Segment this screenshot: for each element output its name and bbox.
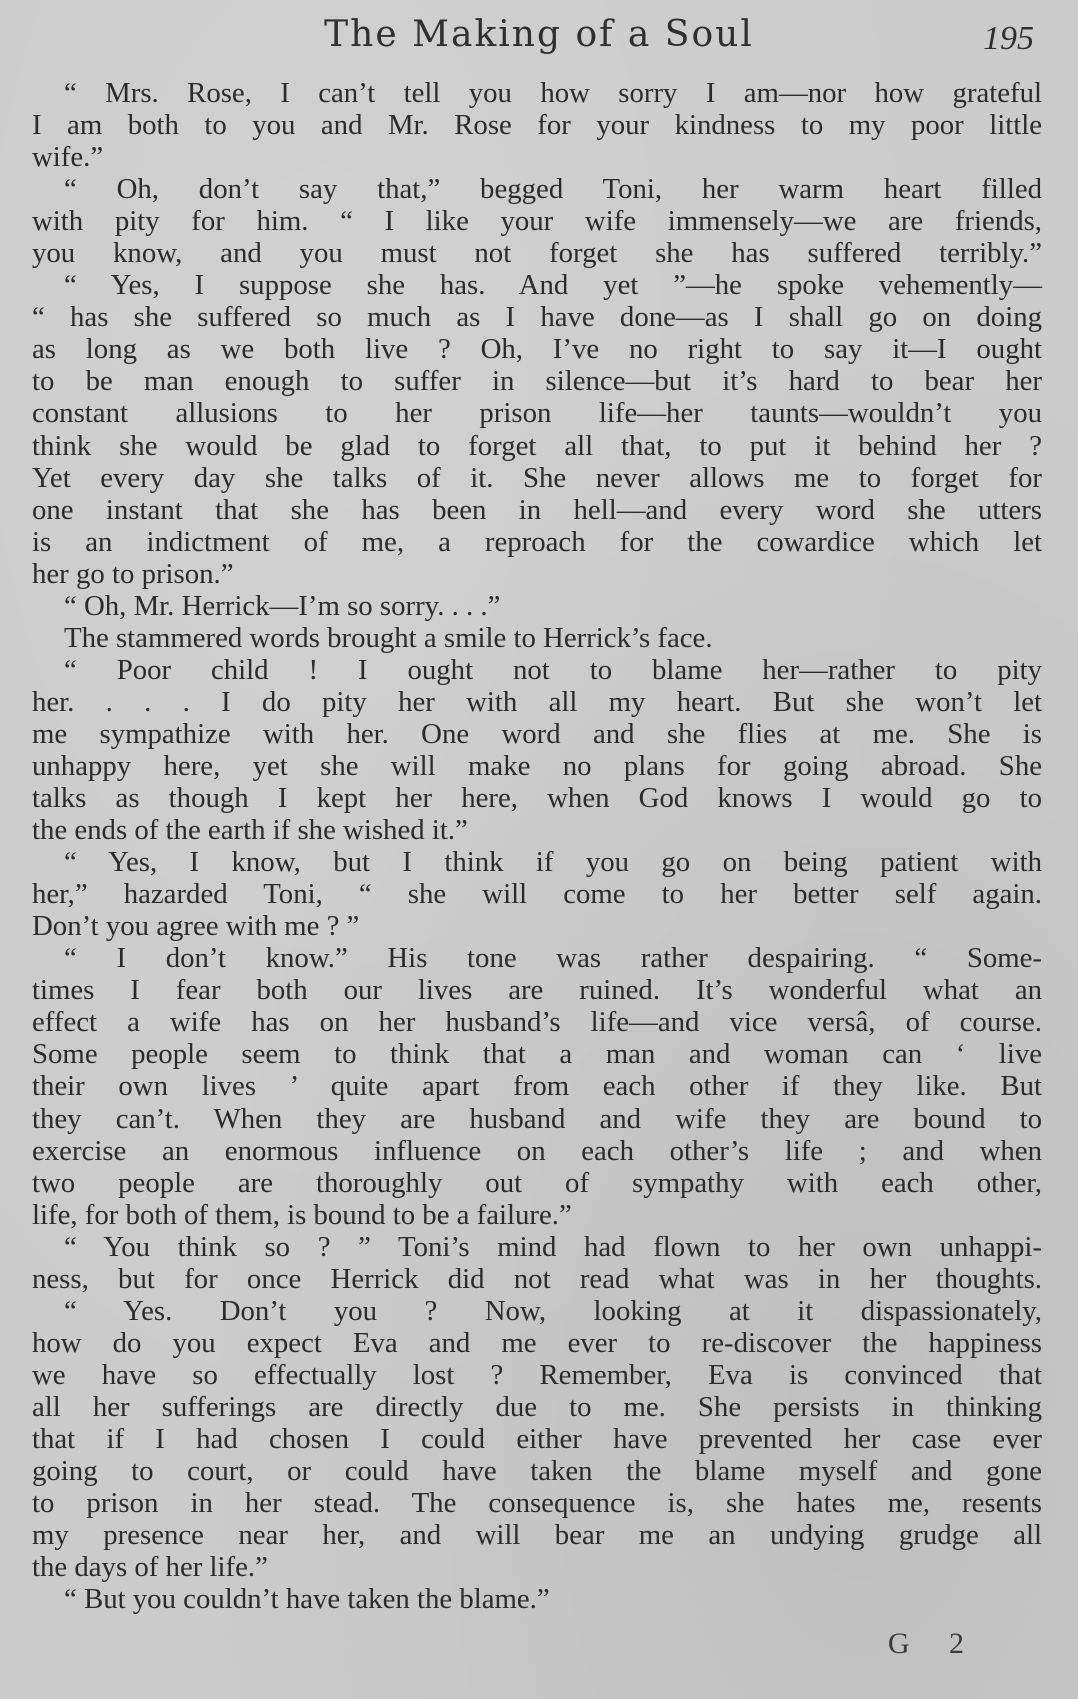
text-line: all her sufferings are directly due to me. She persists in thinking	[32, 1390, 1042, 1423]
text-line: times I fear both our lives are ruined. It’s wonderful what an	[32, 974, 1042, 1007]
body-text	[32, 77, 1042, 1615]
text-line: “ But you couldn’t have taken the blame.”	[64, 1583, 550, 1616]
running-title: The Making of a Soul	[324, 14, 754, 55]
text-line: “ You think so ? ” Toni’s mind had flown to her own unhappi-	[64, 1230, 1042, 1263]
text-line: her go to prison.”	[32, 557, 234, 590]
text-line: constant allusions to her prison life—her taunts—wouldn’t you	[32, 397, 1042, 430]
text-line: unhappy here, yet she will make no plans for going abroad. She	[32, 749, 1042, 782]
text-line: “ Yes, I suppose she has. And yet ”—he spoke vehemently—	[64, 269, 1042, 302]
text-line: how do you expect Eva and me ever to re-discover the happiness	[32, 1326, 1042, 1359]
text-line: as long as we both live ? Oh, I’ve no right to say it—I ought	[32, 333, 1042, 366]
text-line: to be man enough to suffer in silence—but it’s hard to bear her	[32, 365, 1042, 398]
text-line: The stammered words brought a smile to Herrick’s face.	[64, 621, 713, 654]
text-line: “ Poor child ! I ought not to blame her—rather to pity	[64, 653, 1042, 686]
text-line: I am both to you and Mr. Rose for your kindness to my poor little	[32, 109, 1042, 142]
text-line: “ Mrs. Rose, I can’t tell you how sorry I am—nor how grateful	[64, 77, 1042, 109]
text-line: we have so effectually lost ? Remember, Eva is convinced that	[32, 1358, 1042, 1391]
text-line: Don’t you agree with me ? ”	[32, 910, 360, 943]
page-header	[36, 14, 1042, 70]
text-line: that if I had chosen I could either have prevented her case ever	[32, 1422, 1042, 1455]
text-line: effect a wife has on her husband’s life—and vice versâ, of course.	[32, 1006, 1042, 1039]
text-line: is an indictment of me, a reproach for the cowardice which let	[32, 525, 1042, 558]
text-line: Yet every day she talks of it. She never allows me to forget for	[32, 461, 1042, 494]
text-line: me sympathize with her. One word and she flies at me. She is	[32, 717, 1042, 750]
text-line: two people are thoroughly out of sympathy with each other,	[32, 1166, 1042, 1199]
text-line: the days of her life.”	[32, 1551, 268, 1584]
text-line: one instant that she has been in hell—and every word she utters	[32, 493, 1042, 526]
text-line: “ Yes, I know, but I think if you go on being patient with	[64, 846, 1042, 879]
text-line: her,” hazarded Toni, “ she will come to her better self again.	[32, 878, 1042, 911]
text-line: wife.”	[32, 141, 104, 174]
text-line: “ has she suffered so much as I have done—as I shall go on doing	[32, 301, 1042, 334]
text-line: with pity for him. “ I like your wife immensely—we are friends,	[32, 205, 1042, 238]
text-line: my presence near her, and will bear me an undying grudge all	[32, 1519, 1042, 1552]
text-line: to prison in her stead. The consequence is, she hates me, resents	[32, 1487, 1042, 1520]
text-line: “ Oh, don’t say that,” begged Toni, her warm heart filled	[64, 173, 1042, 206]
text-line: think she would be glad to forget all that, to put it behind her ?	[32, 429, 1042, 462]
text-line: “ I don’t know.” His tone was rather despairing. “ Some-	[64, 942, 1042, 975]
text-line: “ Yes. Don’t you ? Now, looking at it dispassionately,	[64, 1294, 1042, 1327]
text-line: their own lives ’ quite apart from each other if they like. But	[32, 1070, 1042, 1103]
text-line: exercise an enormous influence on each other’s life ; and when	[32, 1134, 1042, 1167]
text-line: “ Oh, Mr. Herrick—I’m so sorry. . . .”	[64, 589, 501, 622]
text-line: ness, but for once Herrick did not read what was in her thoughts.	[32, 1262, 1042, 1295]
text-line: life, for both of them, is bound to be a failure.”	[32, 1198, 572, 1231]
page-number: 195	[983, 20, 1034, 57]
text-line: talks as though I kept her here, when God knows I would go to	[32, 782, 1042, 815]
text-line: they can’t. When they are husband and wife they are bound to	[32, 1102, 1042, 1135]
text-line: Some people seem to think that a man and woman can ‘ live	[32, 1038, 1042, 1071]
text-line: the ends of the earth if she wished it.”	[32, 814, 468, 847]
text-line: you know, and you must not forget she has suffered terribly.”	[32, 237, 1042, 270]
text-line: her. . . . I do pity her with all my heart. But she won’t let	[32, 685, 1042, 718]
text-line: going to court, or could have taken the blame myself and gone	[32, 1455, 1042, 1488]
signature-mark: G 2	[887, 1627, 980, 1660]
